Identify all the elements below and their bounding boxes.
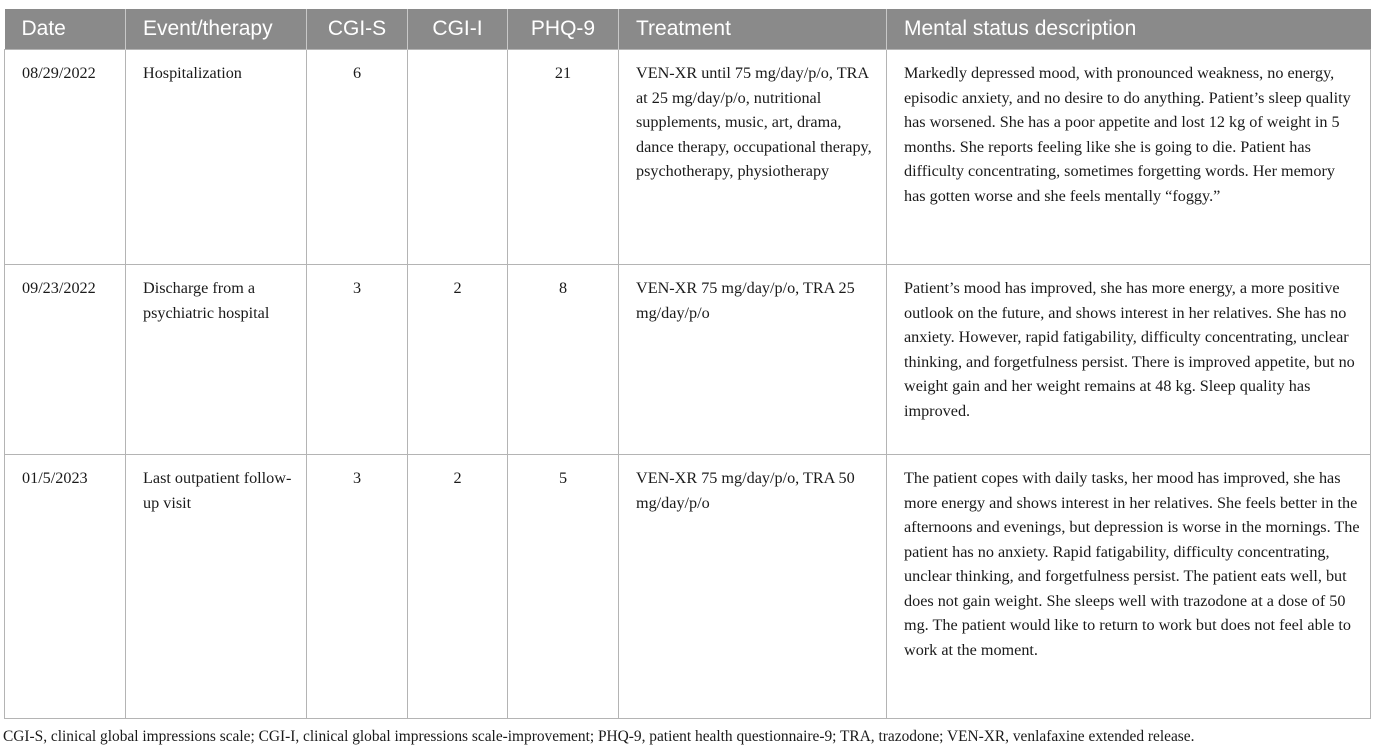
cell-event: Discharge from a psychiatric hospital — [126, 265, 307, 455]
cell-cgi-i: 2 — [408, 265, 508, 455]
cell-cgi-i: 2 — [408, 455, 508, 719]
cell-mental-status: Markedly depressed mood, with pronounced weakness, no energy, episodic anxiety, and no desire to do anything. Patient’s sleep quality has worsened. She has a poor appetite and lost 12 kg of weight in 5 months. She reports feeling like she is going to die. Patient has difficulty concentrating, sometimes forgetting words. Her memory has gotten worse and she feels mentally “foggy.” — [887, 50, 1371, 265]
clinical-course-table — [4, 9, 1371, 719]
table-row — [5, 50, 1371, 265]
cell-date: 08/29/2022 — [5, 50, 126, 265]
cell-event: Hospitalization — [126, 50, 307, 265]
cell-date: 01/5/2023 — [5, 455, 126, 719]
cell-phq-9: 5 — [508, 455, 619, 719]
cell-mental-status: The patient copes with daily tasks, her mood has improved, she has more energy and shows interest in her relatives. She feels better in the afternoons and evenings, but depression is worse in the mornings. The patient has no anxiety. Rapid fatigability, difficulty concentrating, unclear thinking, and forgetfulness persist. The patient eats well, but does not gain weight. She sleeps well with trazodone at a dose of 50 mg. The patient would like to return to work but does not feel able to work at the moment. — [887, 455, 1371, 719]
header-cgi-i: CGI-I — [408, 9, 508, 50]
header-phq-9: PHQ-9 — [508, 9, 619, 50]
header-event-therapy: Event/therapy — [126, 9, 307, 50]
header-cgi-s: CGI-S — [307, 9, 408, 50]
cell-event: Last outpatient follow-up visit — [126, 455, 307, 719]
cell-cgi-i — [408, 50, 508, 265]
cell-cgi-s: 6 — [307, 50, 408, 265]
cell-phq-9: 8 — [508, 265, 619, 455]
cell-date: 09/23/2022 — [5, 265, 126, 455]
header-date: Date — [5, 9, 126, 50]
header-mental-status: Mental status description — [887, 9, 1371, 50]
table-header-row — [5, 9, 1371, 50]
cell-cgi-s: 3 — [307, 265, 408, 455]
table-row — [5, 455, 1371, 719]
cell-treatment: VEN-XR 75 mg/day/p/o, TRA 50 mg/day/p/o — [619, 455, 887, 719]
cell-mental-status: Patient’s mood has improved, she has more energy, a more positive outlook on the future, and shows interest in her relatives. She has no anxiety. However, rapid fatigability, difficulty concentrating, unclear thinking, and forgetfulness persist. There is improved appetite, but no weight gain and her weight remains at 48 kg. Sleep quality has improved. — [887, 265, 1371, 455]
cell-cgi-s: 3 — [307, 455, 408, 719]
cell-phq-9: 21 — [508, 50, 619, 265]
header-treatment: Treatment — [619, 9, 887, 50]
table-row — [5, 265, 1371, 455]
table-footnote: CGI-S, clinical global impressions scale; CGI-I, clinical global impressions scale-improvement; PHQ-9, patient health questionnaire-9; TRA, trazodone; VEN-XR, venlafaxine extended release. — [3, 728, 1195, 745]
cell-treatment: VEN-XR until 75 mg/day/p/o, TRA at 25 mg/day/p/o, nutritional supplements, music, art, drama, dance therapy, occupational therapy, psychotherapy, physiotherapy — [619, 50, 887, 265]
cell-treatment: VEN-XR 75 mg/day/p/o, TRA 25 mg/day/p/o — [619, 265, 887, 455]
